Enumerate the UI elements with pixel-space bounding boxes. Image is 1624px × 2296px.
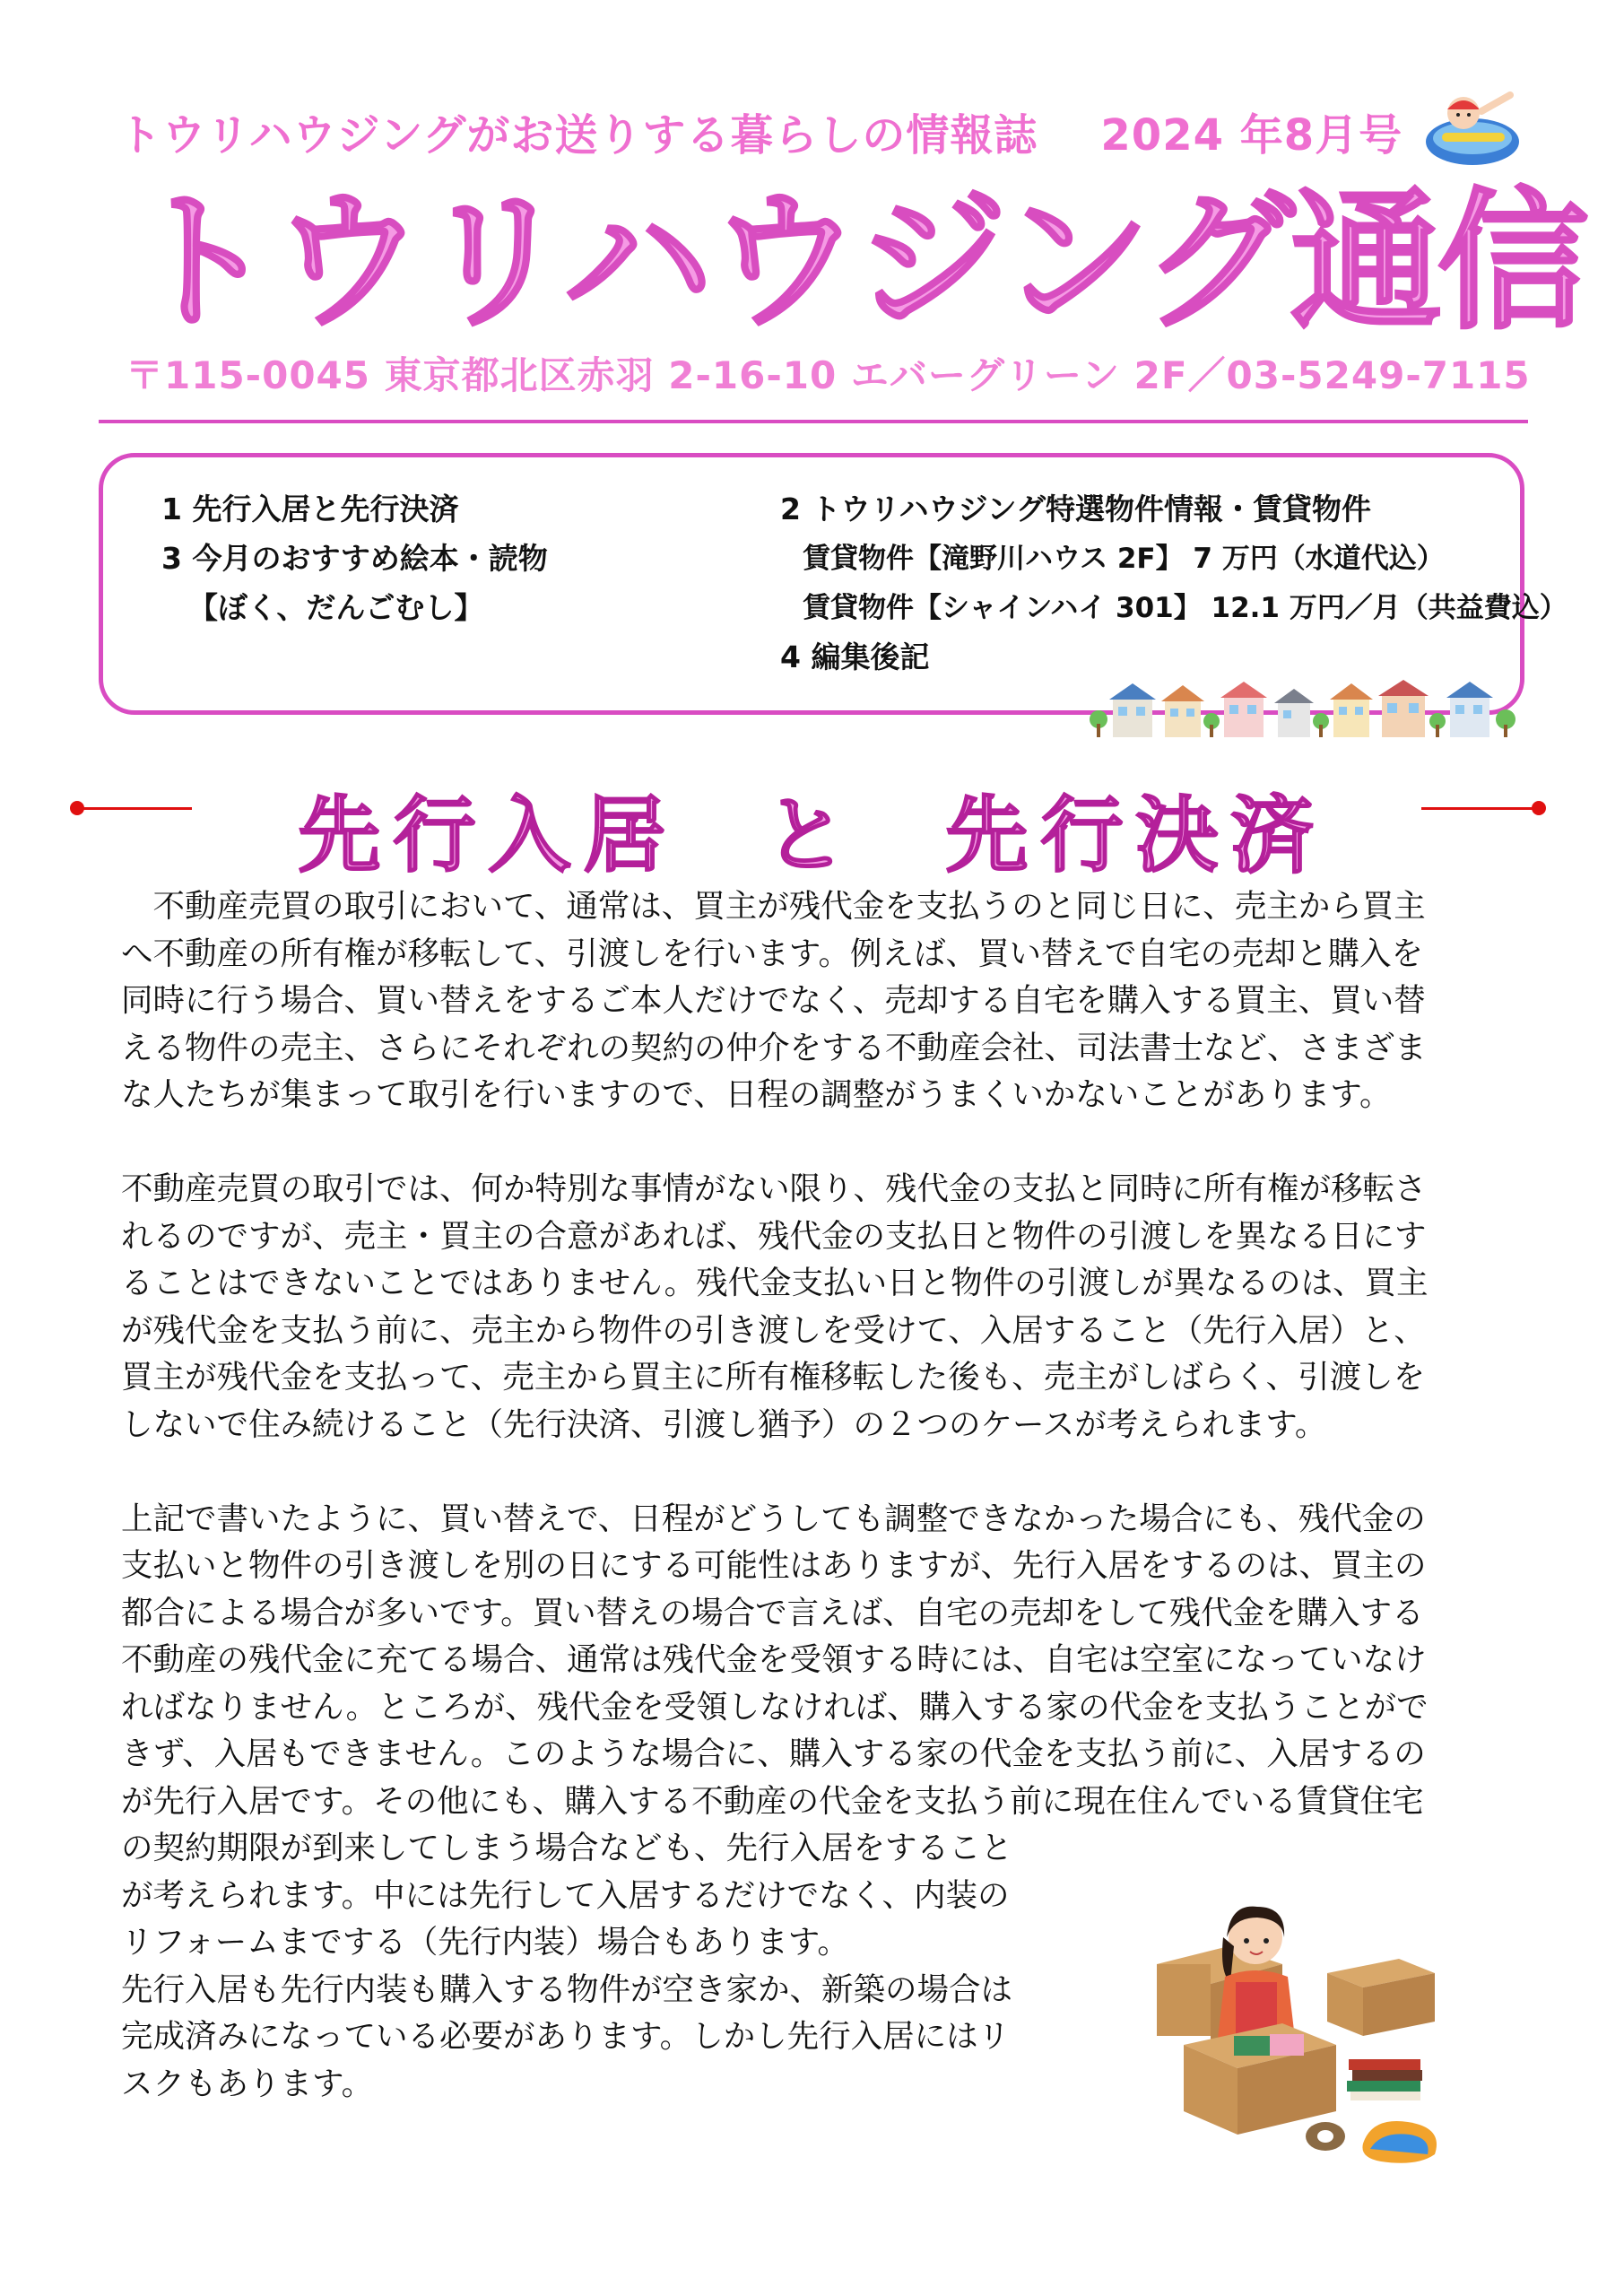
toc-item-2: 2 トウリハウジング特選物件情報・賃貸物件 — [780, 491, 1371, 526]
section-title-part1: 先行入居 — [298, 787, 679, 883]
header-divider — [99, 420, 1528, 423]
body-line: しないで住み続けること（先行決済、引渡し猶予）の２つのケースが考えられます。 — [121, 1405, 1327, 1443]
body-line: 不動産売買の取引では、何か特別な事情がない限り、残代金の支払と同時に所有権が移転さ — [121, 1170, 1427, 1207]
body-line: が残代金を支払う前に、売主から物件の引き渡しを受けて、入居すること（先行入居）と、 — [121, 1311, 1426, 1349]
toc-item-3-sub: 【ぼく、だんごむし】 — [188, 590, 484, 625]
swimmer-illustration — [1424, 86, 1521, 169]
body-line: が先行入居です。その他にも、購入する不動産の代金を支払う前に現在住んでいる賃貸住宅 — [121, 1782, 1424, 1820]
body-line: リフォームまでする（先行内装）場合もあります。 — [121, 1924, 849, 1961]
paragraph-gap — [121, 1448, 1502, 1496]
body-line: が考えられます。中には先行して入居するだけでなく、内装の — [121, 1876, 1010, 1914]
body-line: 同時に行う場合、買い替えをするご本人だけでなく、売却する自宅を購入する買主、買い替 — [121, 982, 1426, 1019]
moving-boxes-illustration — [1148, 1901, 1453, 2170]
toc-item-1: 1 先行入居と先行決済 — [161, 491, 459, 526]
toc-item-2-sub2: 賃貸物件【シャインハイ 301】 12.1 万円／月（共益費込） — [803, 592, 1568, 624]
body-line: ればなりません。ところが、残代金を受領しなければ、購入する家の代金を支払うことがで — [121, 1688, 1429, 1726]
body-line: な人たちが集まって取引を行いますので、日程の調整がうまくいかないことがあります。 — [121, 1076, 1392, 1113]
paragraph-gap — [121, 1119, 1502, 1167]
body-line: 上記で書いたように、買い替えで、日程がどうしても調整できなかった場合にも、残代金の — [121, 1500, 1426, 1537]
body-line: きず、入居もできません。このような場合に、購入する家の代金を支払う前に、入居するの — [121, 1735, 1426, 1772]
body-line: 買主が残代金を支払って、売主から買主に所有権移転した後も、売主がしばらく、引渡しを — [121, 1359, 1426, 1396]
issue-date: 2024 年8月号 — [1100, 110, 1403, 161]
body-line: 不動産売買の取引において、通常は、買主が残代金を支払うのと同じ日に、売主から買主 — [121, 888, 1426, 925]
body-line: へ不動産の所有権が移転して、引渡しを行います。例えば、買い替えで自宅の売却と購入を — [121, 935, 1423, 972]
body-line: 支払いと物件の引き渡しを別の日にする可能性はありますが、先行入居をするのは、買主の — [121, 1547, 1427, 1584]
body-line: 完成済みになっている必要があります。しかし先行入居にはリ — [121, 2018, 1011, 2055]
company-address: 〒115-0045 東京都北区赤羽 2-16-10 エバーグリーン 2F／03-5249-7115 — [126, 353, 1531, 397]
body-line: れるのですが、売主・買主の合意があれば、残代金の支払日と物件の引渡しを異なる日にす — [121, 1217, 1427, 1255]
body-line: 先行入居も先行内装も購入する物件が空き家か、新築の場合は — [121, 1970, 1013, 2008]
section-title-part3: 先行決済 — [945, 787, 1326, 883]
body-line: 都合による場合が多いです。買い替えの場合で言えば、自宅の売却をして残代金を購入する — [121, 1594, 1424, 1631]
section-title — [0, 770, 1624, 888]
body-line: の契約期限が到来してしまう場合なども、先行入居をすること — [121, 1830, 1013, 1866]
toc-item-4: 4 編集後記 — [780, 639, 930, 674]
body-line: ることはできないことではありません。残代金支払い日と物件の引渡しが異なるのは、買主 — [121, 1265, 1429, 1301]
section-title-part2: と — [764, 787, 860, 883]
toc-item-3: 3 今月のおすすめ絵本・読物 — [161, 541, 548, 576]
newsletter-subtitle — [118, 100, 1403, 162]
body-line: スクもあります。 — [121, 2065, 374, 2102]
subtitle-text: トウリハウジングがお送りする暮らしの情報誌 — [118, 110, 1038, 161]
houses-illustration — [1090, 674, 1520, 739]
body-line: 不動産の残代金に充てる場合、通常は残代金を受領する時には、自宅は空室になっていなけ — [121, 1641, 1427, 1678]
body-line: える物件の売主、さらにそれぞれの契約の仲介をする不動産会社、司法書士など、さまざま — [121, 1029, 1427, 1066]
toc-item-2-sub1: 賃貸物件【滝野川ハウス 2F】 7 万円（水道代込） — [803, 543, 1445, 575]
newsletter-title: トウリハウジング通信 — [126, 174, 1585, 350]
